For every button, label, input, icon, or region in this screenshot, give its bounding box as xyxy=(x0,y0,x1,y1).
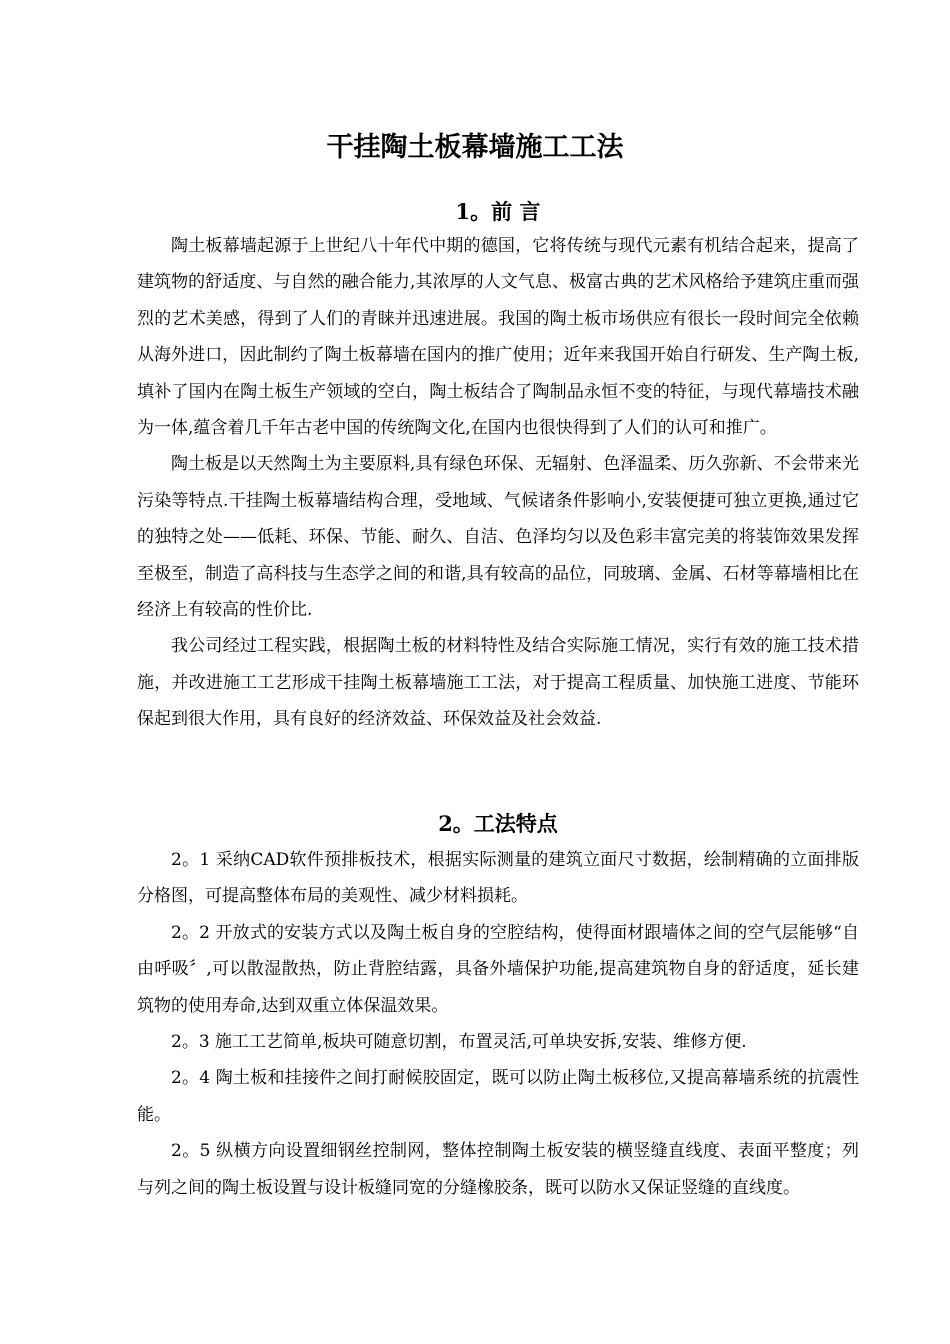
section-heading-features: 2。工法特点 xyxy=(438,811,558,836)
feature-item: 2。2 开放式的安装方式以及陶土板自身的空腔结构，使得面材跟墙体之间的空气层能够“自由呼吸〞,可以散湿散热，防止背腔结露，具备外墙保护功能,提高建筑物自身的舒适度，延长建筑物的使用寿命,达到双重立体保温效果。 xyxy=(137,922,859,1016)
section-body-preface xyxy=(137,228,859,738)
feature-item: 2。5 纵横方向设置细钢丝控制网，整体控制陶土板安装的横竖缝直线度、表面平整度；列与列之间的陶土板设置与设计板缝同宽的分缝橡胶条，既可以防水又保证竖缝的直线度。 xyxy=(137,1141,859,1198)
paragraph: 陶土板幕墙起源于上世纪八十年代中期的德国，它将传统与现代元素有机结合起来，提高了建筑物的舒适度、与自然的融合能力,其浓厚的人文气息、极富古典的艺术风格给予建筑庄重而强烈的艺术美感，得到了人们的青睐并迅速进展。我国的陶土板市场供应有很长一段时间完全依赖从海外进口，因此制约了陶土板幕墙在国内的推广使用；近年来我国开始自行研发、生产陶土板,填补了国内在陶土板生产领域的空白，陶土板结合了陶制品永恒不变的特征，与现代幕墙技术融为一体,蕴含着几千年古老中国的传统陶文化,在国内也很快得到了人们的认可和推广。 xyxy=(137,236,859,439)
document-title: 干挂陶土板幕墙施工工法 xyxy=(326,132,624,163)
section-heading-preface: 1。前 言 xyxy=(455,199,541,224)
feature-item: 2。1 采纳CAD软件预排板技术，根据实际测量的建筑立面尺寸数据，绘制精确的立面排版分格图，可提高整体布局的美观性、减少材料损耗。 xyxy=(137,850,859,907)
feature-item: 2。4 陶土板和挂接件之间打耐候胶固定，既可以防止陶土板移位,又提高幕墙系统的抗震性能。 xyxy=(137,1068,859,1125)
section-body-features xyxy=(137,842,859,1206)
paragraph: 陶土板是以天然陶土为主要原料,具有绿色环保、无辐射、色泽温柔、历久弥新、不会带来光污染等特点.干挂陶土板幕墙结构合理，受地域、气候诸条件影响小,安装便捷可独立更换,通过它的独特之处——低耗、环保、节能、耐久、自洁、色泽均匀以及色彩丰富完美的将装饰效果发挥至极至，制造了高科技与生态学之间的和谐,具有较高的品位，同玻璃、金属、石材等幕墙相比在经济上有较高的性价比. xyxy=(137,454,859,621)
paragraph: 我公司经过工程实践，根据陶土板的材料特性及结合实际施工情况，实行有效的施工技术措施，并改进施工工艺形成干挂陶土板幕墙施工工法，对于提高工程质量、加快施工进度、节能环保起到很大作用，具有良好的经济效益、环保效益及社会效益. xyxy=(137,636,859,730)
feature-item: 2。3 施工工艺简单,板块可随意切割，布置灵活,可单块安拆,安装、维修方便. xyxy=(171,1032,747,1053)
